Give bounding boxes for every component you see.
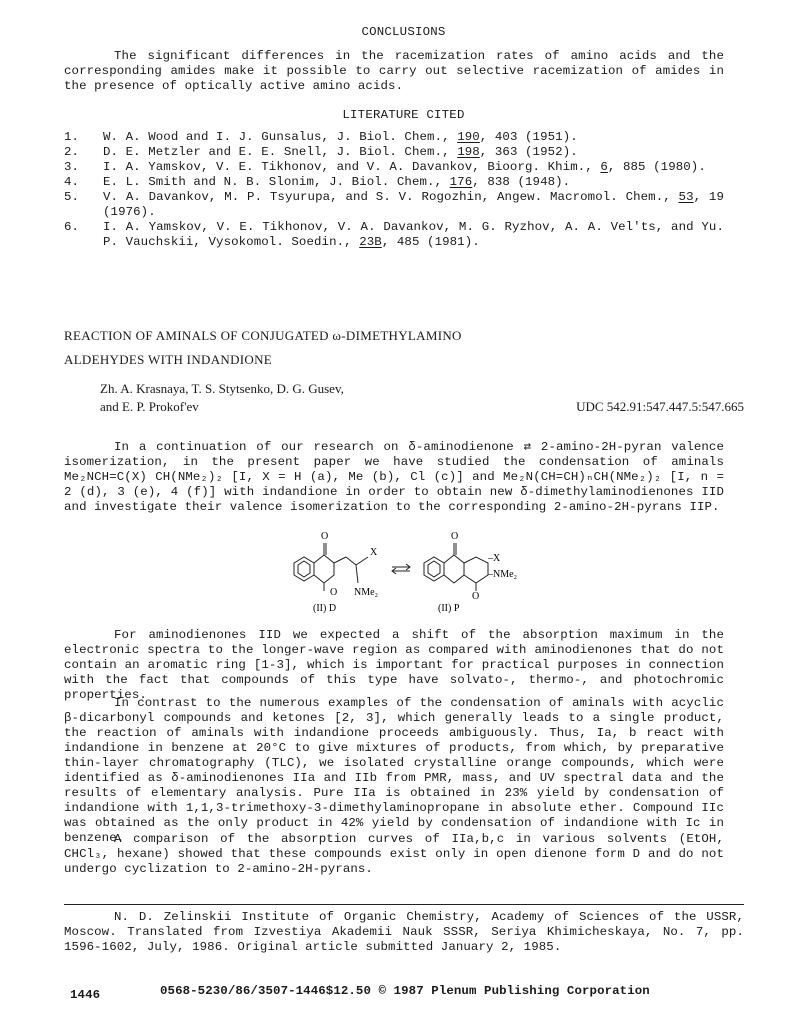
reference-citation: V. A. Davankov, M. P. Tsyurupa, and S. V. Rogozhin, Angew. Macromol. Chem.,: [103, 190, 679, 204]
reference-volume: 198: [457, 145, 480, 159]
reference-volume: 190: [457, 130, 480, 144]
intro-paragraph: [64, 440, 724, 515]
reference-citation: I. A. Yamskov, V. E. Tikhonov, and V. A. Davankov, Bioorg. Khim.,: [103, 160, 601, 174]
reference-item: [64, 220, 724, 250]
paragraph-3: [64, 696, 724, 846]
reference-volume: 6: [600, 160, 608, 174]
reference-number: 3.: [64, 160, 80, 174]
reference-citation: I. A. Yamskov, V. E. Tikhonov, V. A. Davankov, M. G. Ryzhov, A. A. Vel'ts, and Yu. P. Vauchskii, Vysokomol. Soedin.,: [103, 220, 724, 249]
reference-number: 1.: [64, 130, 80, 144]
reference-volume: 53: [678, 190, 694, 204]
paragraph-4-text: A comparison of the absorption curves of IIa,b,c in various solvents (EtOH, CHCl₃, hexane) showed that these compounds exist only in open dienone form D and do not undergo cyclization to 2-amino-2H-pyrans.: [64, 832, 724, 876]
reference-number: 4.: [64, 175, 80, 189]
intro-text: In a continuation of our research on δ-aminodienone ⇄ 2-amino-2H-pyran valence isomerization, in the present paper we have studied the condensation of aminals Me₂NCH=C(X) CH(NMe₂)₂ [I, X = H (a), Me (b), Cl (c)] and Me₂N(CH=CH)ₙCH(NMe₂)₂ [I, n = 2 (d), 3 (e), 4 (f)] with indandione in order to obtain new δ-dimethylaminodienones IID and investigate their valence isomerization to the corresponding 2-amino-2H-pyrans IIP.: [64, 440, 724, 514]
right-x-label: –X: [488, 553, 501, 564]
article-title-line-1: REACTION OF AMINALS OF CONJUGATED ω-DIMETHYLAMINO: [64, 328, 462, 343]
reference-pages-year: , 885 (1980).: [607, 160, 706, 174]
reference-number: 2.: [64, 145, 80, 159]
chemical-scheme: [280, 525, 540, 617]
footnote: [64, 910, 744, 955]
right-nme2-label: –NMe₂: [488, 569, 518, 580]
left-o-lower-label: O: [330, 587, 338, 598]
page-number: 1446: [70, 988, 101, 1002]
reference-pages-year: , 838 (1948).: [472, 175, 571, 189]
paragraph-3-text: In contrast to the numerous examples of the condensation of aminals with acyclic β-dicarbonyl compounds and ketones [2, 3], which generally leads to a single product, the reaction of aminals with indandione proceeds ambiguously. Thus, Ia, b react with indandione in benzene at 20°C to give mixtures of products, from which, by preparative thin-layer chromatography (TLC), we isolated crystalline orange compounds, which were identified as δ-aminodienones IIa and IIb from PMR, mass, and UV spectral data and the results of elementary analysis. Pure IIa is obtained in 23% yield by condensation of indandione with 1,1,3-trimethoxy-3-dimethylaminopropane in absolute ether. Compound IIc was obtained as the only product in 42% yield by condensation of indandione with Ic in benzene.: [64, 696, 724, 845]
reference-pages-year: , 485 (1981).: [381, 235, 480, 249]
right-o-lower-label: O: [472, 591, 480, 602]
paragraph-4: [64, 832, 724, 877]
reference-item: [64, 175, 724, 190]
conclusions-paragraph: [64, 49, 724, 94]
copyright-line: 0568-5230/86/3507-1446$12.50 © 1987 Plenum Publishing Corporation: [160, 984, 650, 998]
reference-citation: W. A. Wood and I. J. Gunsalus, J. Biol. Chem.,: [103, 130, 458, 144]
reference-volume: 23B: [359, 235, 382, 249]
footnote-text: N. D. Zelinskii Institute of Organic Chemistry, Academy of Sciences of the USSR, Moscow. Translated from Izvestiya Akademii Nauk SSSR, Seriya Khimicheskaya, No. 7, pp. 1596-1602, July, 1986. Original article submitted January 2, 1985.: [64, 910, 744, 954]
conclusions-heading: CONCLUSIONS: [361, 25, 446, 39]
right-caption: (II) P: [438, 603, 460, 614]
udc-code: UDC 542.91:547.447.5:547.665: [576, 399, 744, 414]
reference-number: 6.: [64, 220, 80, 234]
reference-pages-year: , 19 (1976).: [103, 190, 724, 219]
article-title: [64, 324, 664, 372]
footnote-rule: [64, 904, 744, 905]
reference-citation: D. E. Metzler and E. E. Snell, J. Biol. Chem.,: [103, 145, 458, 159]
literature-heading: LITERATURE CITED: [342, 108, 465, 122]
reference-volume: 176: [449, 175, 473, 189]
reference-item: [64, 145, 724, 160]
left-nme2-label: NMe₂: [354, 587, 379, 598]
conclusions-text: The significant differences in the racemization rates of amino acids and the corresponding amides make it possible to carry out selective racemization of amides in the presence of optically active amino acids.: [64, 49, 724, 93]
authors-line-2: and E. P. Prokof'ev: [100, 399, 199, 414]
reference-number: 5.: [64, 190, 80, 204]
reference-item: [64, 130, 724, 145]
right-o-label: O: [451, 531, 459, 542]
reference-pages-year: , 403 (1951).: [479, 130, 578, 144]
article-title-line-2: ALDEHYDES WITH INDANDIONE: [64, 352, 273, 367]
paragraph-2-text: For aminodienones IID we expected a shift of the absorption maximum in the electronic spectra to the longer-wave region as compared with aminodienones that do not contain an aromatic ring [1-3], which is important for practical purposes in connection with the fact that compounds of this type have solvato-, thermo-, and photochromic properties.: [64, 628, 724, 702]
reference-item: [64, 160, 724, 175]
article-authors: [100, 380, 500, 416]
reference-item: [64, 190, 724, 220]
left-o-label: O: [321, 531, 329, 542]
left-x-label: X: [370, 547, 378, 558]
authors-line-1: Zh. A. Krasnaya, T. S. Stytsenko, D. G. Gusev,: [100, 381, 344, 396]
paragraph-2: [64, 628, 724, 703]
reference-list: [64, 130, 724, 250]
left-caption: (II) D: [313, 603, 337, 614]
reference-citation: E. L. Smith and N. B. Slonim, J. Biol. Chem.,: [103, 175, 450, 189]
reference-pages-year: , 363 (1952).: [479, 145, 578, 159]
